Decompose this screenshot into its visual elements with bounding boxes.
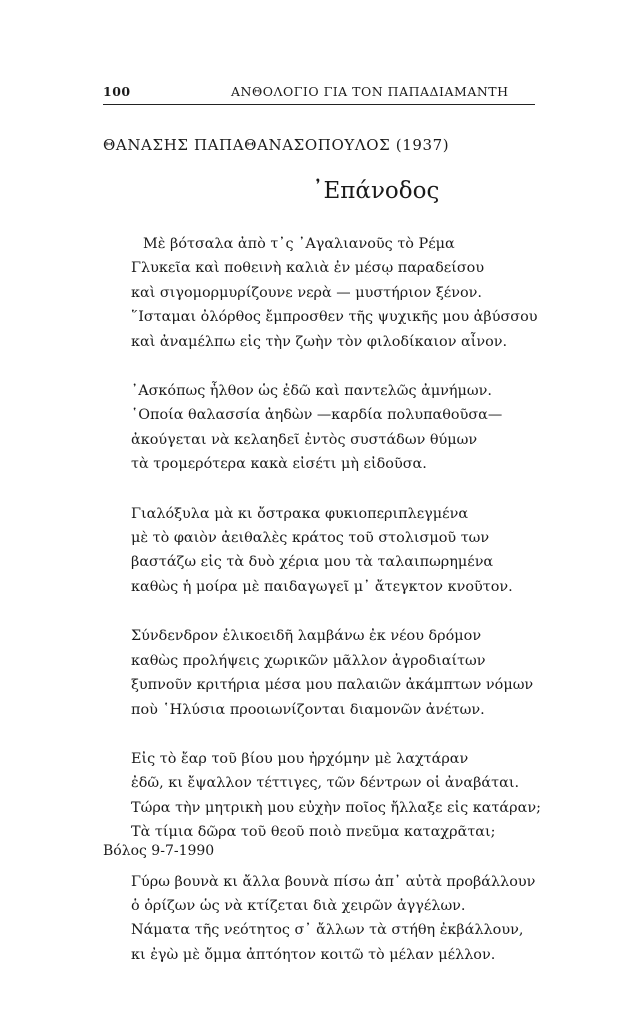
poem-line: ἐδῶ, κι ἔψαλλον τέττιγες, τῶν δέντρων οἱ ἀναβάται. — [131, 775, 520, 792]
poem-line: Γιαλόξυλα μὰ κι ὄστρακα φυκιοπεριπλεγμένα — [131, 505, 469, 522]
stanza — [103, 624, 543, 722]
poem-line: ἀκούγεται νὰ κελαηδεῖ ἐντὸς συστάδων θύμων — [131, 431, 478, 448]
poem-line: Γλυκεῖα καὶ ποθεινὴ καλιὰ ἐν μέσῳ παραδείσου — [131, 260, 485, 277]
poem-line: Γύρω βουνὰ κι ἄλλα βουνὰ πίσω ἀπ᾿ αὐτὰ προβάλλουν — [131, 873, 536, 890]
poem-line: καθὼς ἡ μοίρα μὲ παιδαγωγεῖ μ᾿ ἄτεγκτον κνοῦτον. — [131, 578, 513, 595]
poem-line: Νάματα τῆς νεότητος σ᾿ ἄλλων τὰ στήθη ἐκβάλλουν, — [131, 922, 524, 939]
poem-line: ῞Ισταμαι ὀλόρθος ἔμπροσθεν τῆς ψυχικῆς μου ἀβύσσου — [131, 309, 538, 326]
poem-body — [103, 232, 543, 992]
running-header — [103, 84, 535, 105]
poem-line: καὶ ἀναμέλπω εἰς τὴν ζωὴν τὸν φιλοδίκαιον αἶνον. — [131, 333, 508, 350]
poem-line: ᾿Ασκόπως ἦλθον ὡς ἐδῶ καὶ παντελῶς ἀμνήμων. — [131, 383, 492, 400]
poem-line: ὁ ὁρίζων ὡς νὰ κτίζεται διὰ χειρῶν ἀγγέλων. — [131, 897, 466, 914]
poem-line: μὲ τὸ φαιὸν ἀειθαλὲς κράτος τοῦ στολισμοῦ των — [131, 530, 490, 547]
poem-line: Μὲ βότσαλα ἀπὸ τ᾿ς ᾿Αγαλιανοῦς τὸ Ρέμα — [143, 236, 455, 252]
poem-line: καθὼς προλήψεις χωρικῶν μᾶλλον ἀγροδιαίτων — [131, 652, 486, 669]
stanza — [103, 747, 543, 845]
poem-line: Τὰ τίμια δῶρα τοῦ θεοῦ ποιὸ πνεῦμα καταχρᾶται; — [131, 824, 496, 841]
stanza — [103, 502, 543, 600]
poem-line: Σύνδενδρον ἑλικοειδῆ λαμβάνω ἐκ νέου δρόμον — [131, 628, 482, 645]
poem-line: τὰ τρομερότερα κακὰ εἰσέτι μὴ εἰδοῦσα. — [131, 456, 427, 473]
place-date-signature: Βόλος 9-7-1990 — [103, 843, 215, 859]
poem-line: καὶ σιγομορμυρίζουνε νερὰ — μυστήριον ξένον. — [131, 284, 482, 301]
page-number: 100 — [103, 84, 131, 99]
poem-line: ξυπνοῦν κριτήρια μέσα μου παλαιῶν ἀκάμπτων νόμων — [131, 677, 534, 694]
author-name: ΘΑΝΑΣΗΣ ΠΑΠΑΘΑΝΑΣΟΠΟΥΛΟΣ (1937) — [103, 136, 450, 154]
running-title: ΑΝΘΟΛΟΓΙΟ ΓΙΑ ΤΟΝ ΠΑΠΑΔΙΑΜΑΝΤΗ — [231, 84, 509, 99]
stanza — [103, 870, 543, 968]
stanza — [103, 232, 543, 354]
poem-line: ποὺ ῾Ηλύσια προοιωνίζονται διαμονῶν ἀνέτων. — [131, 701, 485, 718]
poem-line: Τώρα τὴν μητρικὴ μου εὐχὴν ποῖος ἤλλαξε εἰς κατάραν; — [131, 799, 541, 816]
poem-line: βαστάζω εἰς τὰ δυὸ χέρια μου τὰ ταλαιπωρημένα — [131, 554, 494, 571]
poem-line: ῾Οποία θαλασσία ἀηδὼν —καρδία πολυπαθοῦσα— — [131, 407, 503, 424]
poem-title: ᾿Επάνοδος — [312, 178, 440, 204]
stanza — [103, 379, 543, 477]
poem-line: κι ἐγὼ μὲ ὄμμα ἀπτόητον κοιτῶ τὸ μέλαν μέλλον. — [131, 946, 496, 963]
poem-line: Εἰς τὸ ἔαρ τοῦ βίου μου ἠρχόμην μὲ λαχτάραν — [131, 750, 469, 767]
